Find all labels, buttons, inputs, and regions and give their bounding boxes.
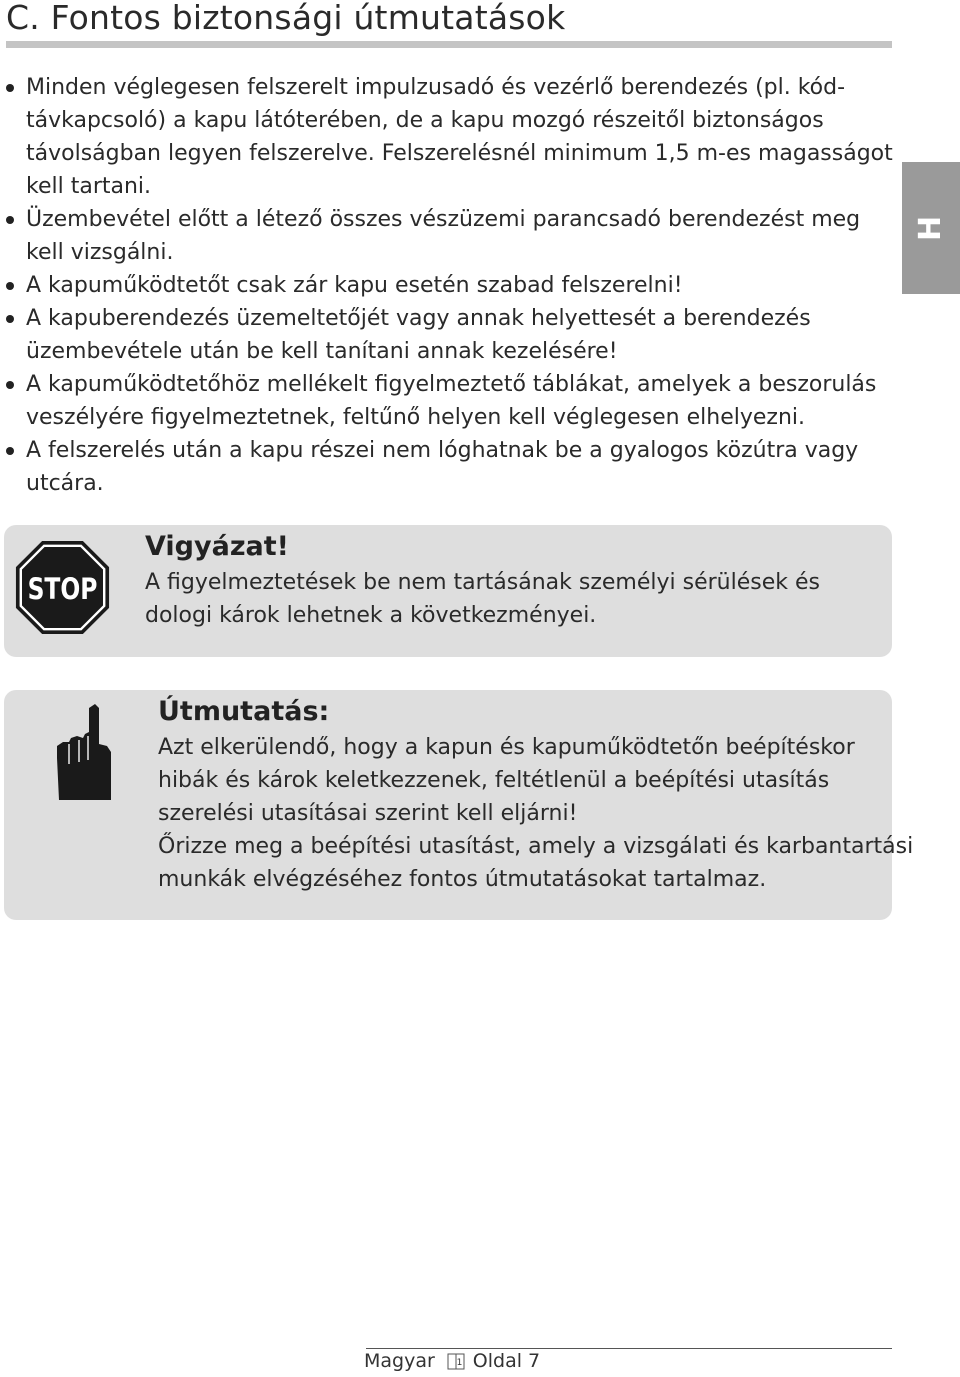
warning-heading: Vigyázat! [145,531,289,562]
book-number: 1 [456,1358,463,1368]
footer [364,1350,540,1372]
note-text [158,731,913,896]
note-heading: Útmutatás: [158,696,330,727]
warning-line: A figyelmeztetések be nem tartásának személyi sérülések és [145,570,820,595]
stop-sign-text: STOP [27,572,98,607]
bullet-item: A kapuműködtetőhöz mellékelt figyelmeztető táblákat, amelyek a beszorulás veszélyére figyelmeztetnek, feltűnő helyen kell véglegesen elhelyezni. [4,368,894,434]
note-line: Őrizze meg a beépítési utasítást, amely a vizsgálati és karbantartási [158,834,914,859]
book-icon [447,1352,465,1370]
bullet-item: Üzembevétel előtt a létező összes vészüzemi parancsadó berendezést meg kell vizsgálni. [4,203,894,269]
footer-page-number: Oldal 7 [472,1350,541,1372]
bullet-item: Minden véglegesen felszerelt impulzusadó és vezérlő berendezés (pl. kód-távkapcsoló) a kapu látóterében, de a kapu mozgó részeitől biztonságos távolságban legyen felszerelve. Felszerelésnél minimum 1,5 m-es magasságot kell tartani. [4,71,894,203]
pointing-hand-icon [55,702,113,802]
language-side-tab [902,162,960,294]
warning-line: dologi károk lehetnek a következményei. [145,603,597,628]
bullet-item: A kapuberendezés üzemeltetőjét vagy annak helyettesét a berendezés üzembevétele után be kell tanítani annak kezelésére! [4,302,894,368]
bullet-item: A felszerelés után a kapu részei nem lóghatnak be a gyalogos közútra vagy utcára. [4,434,894,500]
footer-rule [366,1348,892,1349]
warning-text [145,566,820,632]
stop-sign-icon [14,539,111,636]
page-title: C. Fontos biztonsági útmutatások [6,0,566,37]
title-rule [6,41,892,48]
bullet-item: A kapuműködtetőt csak zár kapu esetén szabad felszerelni! [4,269,894,302]
note-line: Azt elkerülendő, hogy a kapun és kapuműködtetőn beépítéskor [158,735,855,760]
note-line: hibák és károk keletkezzenek, feltétlenül a beépítési utasítás [158,768,830,793]
side-tab-label: H [913,215,949,241]
note-line: munkák elvégzéséhez fontos útmutatásokat tartalmaz. [158,867,767,892]
safety-bullet-list [4,71,894,500]
footer-language: Magyar [364,1350,435,1372]
note-line: szerelési utasításai szerint kell eljárni! [158,801,578,826]
